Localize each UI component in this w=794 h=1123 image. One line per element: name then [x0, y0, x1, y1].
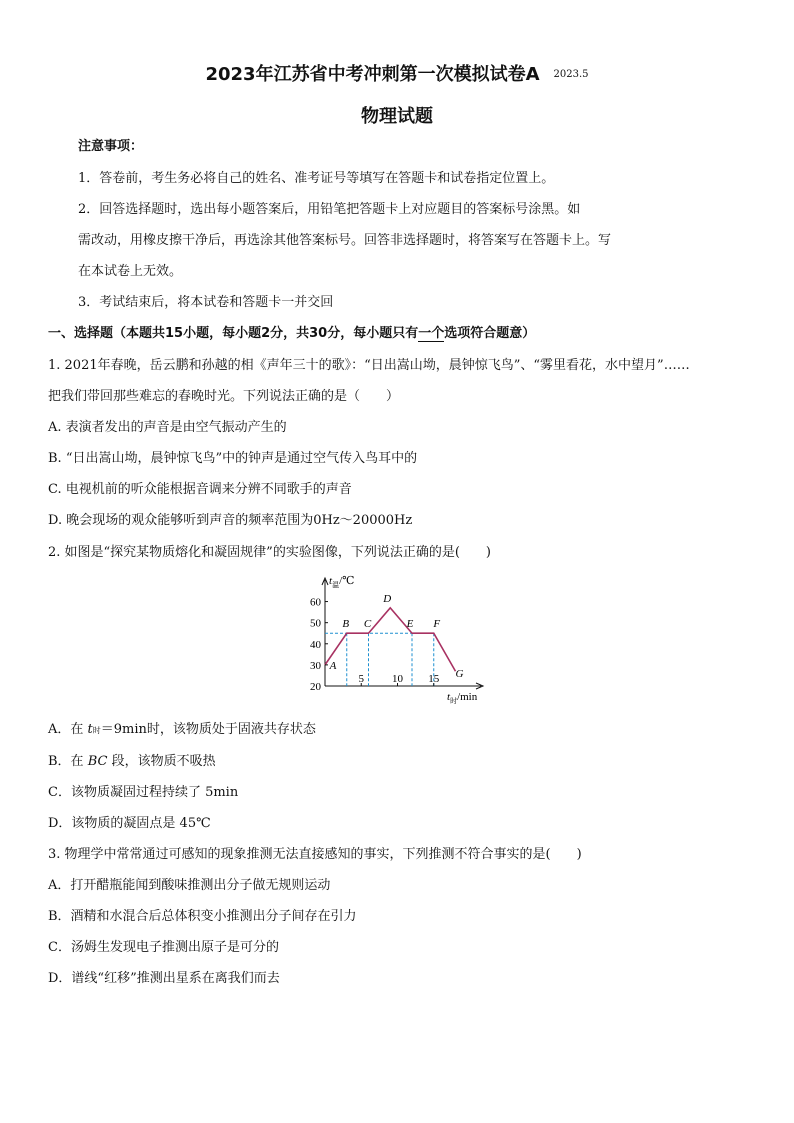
notice-item-3: 3．考试结束后，将本试卷和答题卡一并交回	[78, 295, 334, 310]
q1-stem-line-2: 把我们带回那些难忘的春晚时光。下列说法正确的是（ ）	[48, 389, 400, 404]
y-tick-label: 40	[310, 638, 321, 651]
q3-option-d: D．谱线“红移”推测出星系在离我们而去	[48, 971, 280, 986]
q1-option-b: B. “日出嵩山坳，晨钟惊飞鸟”中的钟声是通过空气传入鸟耳中的	[48, 451, 418, 466]
melting-curve-chart	[300, 576, 500, 706]
y-tick-label: 20	[310, 681, 321, 693]
point-label-c: C	[363, 618, 372, 631]
q2-option-d: D．该物质的凝固点是 45℃	[48, 816, 211, 831]
y-axis-label	[329, 575, 354, 589]
y-axis-sub: 温	[332, 581, 340, 589]
x-axis-unit: /min	[457, 691, 478, 703]
chart-ticks	[310, 597, 440, 693]
q2-option-a-sub: 时	[92, 726, 101, 735]
q1-stem-line-1: 1. 2021年春晚，岳云鹏和孙越的相《声年三十的歌》：“日出嵩山坳，晨钟惊飞鸟”、“雾里看花，水中望月”……	[48, 358, 690, 373]
exam-subtitle: 物理试题	[361, 106, 433, 127]
notice-item-2b: 需改动，用橡皮擦干净后，再选涂其他答案标号。回答非选择题时，将答案写在答题卡上。写	[78, 233, 612, 248]
notice-item-2c: 在本试卷上无效。	[78, 264, 183, 279]
x-tick-label: 10	[392, 673, 403, 685]
notice-item-1: 1．答卷前，考生务必将自己的姓名、准考证号等填写在答题卡和试卷指定位置上。	[78, 171, 555, 186]
point-label-b: B	[342, 618, 350, 631]
exam-title: 2023年江苏省中考冲刺第一次模拟试卷A	[205, 64, 540, 85]
q3-option-c: C．汤姆生发现电子推测出原子是可分的	[48, 940, 279, 955]
section-heading-pre: 一、选择题（本题共15小题，每小题2分，共30分，每小题只有	[48, 326, 419, 341]
q2-option-a-post: ＝9min时，该物质处于固液共存状态	[100, 722, 316, 737]
exam-date: 2023.5	[553, 69, 589, 80]
x-axis-label	[447, 691, 478, 705]
x-axis-sub: 时	[450, 697, 458, 705]
q3-stem: 3. 物理学中常常通过可感知的现象推测无法直接感知的事实，下列推测不符合事实的是( )	[48, 847, 582, 862]
x-tick-label: 15	[428, 673, 440, 685]
q2-option-a	[48, 722, 316, 739]
exam-title-line	[0, 60, 794, 86]
q2-option-b-post: 段，该物质不吸热	[111, 754, 216, 769]
q2-option-c: C．该物质凝固过程持续了 5min	[48, 785, 239, 800]
q2-stem: 2. 如图是“探究某物质熔化和凝固规律”的实验图像，下列说法正确的是( )	[48, 545, 491, 560]
point-label-g: G	[455, 668, 464, 681]
q2-option-b	[48, 754, 216, 770]
q3-option-a: A．打开醋瓶能闻到酸味推测出分子做无规则运动	[48, 878, 331, 893]
notice-item-2a: 2．回答选择题时，选出每小题答案后，用铅笔把答题卡上对应题目的答案标号涂黑。如	[78, 202, 581, 217]
notice-heading: 注意事项：	[78, 139, 144, 154]
point-label-f: F	[433, 618, 441, 631]
q1-option-d: D. 晚会现场的观众能够听到声音的频率范围为0Hz～20000Hz	[48, 513, 413, 528]
q2-option-a-var: t	[87, 722, 93, 737]
section-heading	[48, 326, 535, 342]
x-tick-label: 5	[358, 673, 364, 685]
q2-option-b-segment: BC	[87, 754, 108, 769]
q1-option-c: C. 电视机前的听众能根据音调来分辨不同歌手的声音	[48, 482, 352, 497]
section-heading-post: 选项符合题意）	[444, 326, 536, 341]
point-label-e: E	[406, 618, 414, 631]
y-tick-label: 60	[310, 596, 321, 609]
y-axis-var: t	[329, 575, 333, 587]
y-tick-label: 50	[310, 617, 321, 630]
q1-option-a: A. 表演者发出的声音是由空气振动产生的	[48, 420, 287, 435]
q3-option-b: B．酒精和水混合后总体积变小推测出分子间存在引力	[48, 909, 357, 924]
y-tick-label: 30	[310, 659, 321, 672]
q2-option-b-pre: B．在	[48, 754, 84, 769]
point-label-a: A	[329, 659, 337, 672]
x-axis-var: t	[447, 691, 451, 703]
section-heading-underlined: 一个	[418, 326, 445, 341]
q2-option-a-pre: A．在	[48, 722, 84, 737]
y-axis-unit: /℃	[339, 575, 355, 587]
point-label-d: D	[383, 592, 392, 605]
chart-point-labels	[329, 593, 464, 680]
